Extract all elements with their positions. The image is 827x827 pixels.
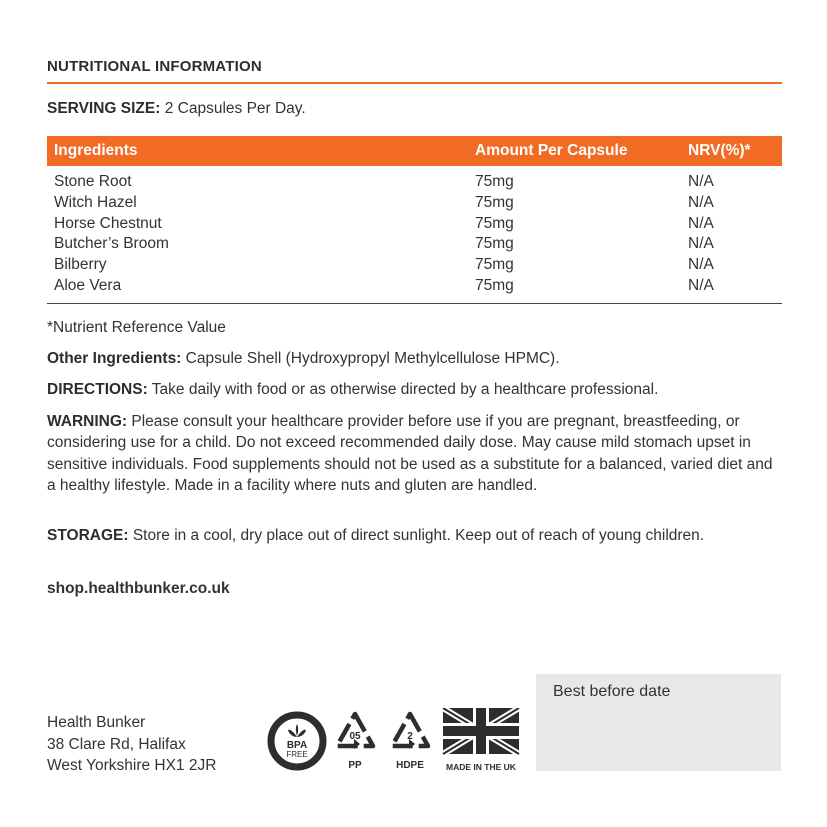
section-title: NUTRITIONAL INFORMATION — [47, 58, 262, 75]
ingredient-amount: 75mg — [475, 193, 514, 211]
table-row — [47, 172, 782, 193]
table-header — [47, 136, 782, 166]
ingredient-name: Aloe Vera — [54, 276, 122, 294]
best-before-box — [536, 674, 781, 771]
directions-text: Take daily with food or as otherwise directed by a healthcare professional. — [147, 381, 659, 398]
svg-text:2: 2 — [407, 731, 413, 742]
ingredient-nrv: N/A — [688, 173, 714, 190]
table-row — [47, 214, 782, 235]
ingredient-name: Stone Root — [54, 173, 132, 190]
other-ingredients-label: Other Ingredients: — [47, 350, 182, 367]
website-link[interactable]: shop.healthbunker.co.uk — [47, 580, 230, 597]
bpa-free-icon — [266, 710, 328, 772]
svg-text:05: 05 — [349, 731, 361, 742]
storage-label: STORAGE: — [47, 527, 129, 544]
ingredient-nrv: N/A — [688, 193, 714, 211]
address-line-2: 38 Clare Rd, Halifax — [47, 735, 186, 753]
table-row — [47, 276, 782, 297]
recycle-hdpe-icon — [384, 708, 436, 774]
serving-size-label: SERVING SIZE: — [47, 100, 161, 117]
ingredient-amount: 75mg — [475, 173, 514, 190]
ingredient-nrv: N/A — [688, 214, 714, 232]
ingredient-name: Bilberry — [54, 256, 107, 274]
made-in-uk-icon — [440, 708, 522, 774]
ingredient-name: Horse Chestnut — [54, 214, 162, 232]
address-line-3: West Yorkshire HX1 2JR — [47, 757, 217, 774]
ingredient-nrv: N/A — [688, 256, 714, 274]
svg-text:HDPE: HDPE — [396, 760, 424, 771]
svg-text:MADE IN THE UK: MADE IN THE UK — [446, 762, 516, 772]
ingredient-name: Witch Hazel — [54, 193, 137, 211]
nrv-footnote: *Nutrient Reference Value — [47, 319, 226, 336]
column-header-ingredients: Ingredients — [54, 142, 138, 159]
column-header-amount: Amount Per Capsule — [475, 142, 628, 159]
warning — [47, 411, 782, 496]
svg-text:FREE: FREE — [286, 750, 308, 759]
ingredient-amount: 75mg — [475, 256, 514, 274]
directions — [47, 379, 787, 400]
storage-text: Store in a cool, dry place out of direct sunlight. Keep out of reach of young children. — [128, 527, 705, 544]
title-divider — [47, 82, 782, 84]
ingredient-amount: 75mg — [475, 235, 514, 253]
other-ingredients — [47, 348, 787, 369]
warning-label: WARNING: — [47, 413, 128, 430]
ingredient-nrv: N/A — [688, 276, 714, 294]
warning-text: Please consult your healthcare provider before use if you are pregnant, breastfeeding, or considering use for a child. Do not exceed recommended daily dose. May cause mild stomach upset in sensitive individuals. Food supplements should not be used as a substitute for a balanced, varied diet and a healthy lifestyle. Made in a facility where nuts and gluten are handled. — [47, 413, 773, 494]
directions-label: DIRECTIONS: — [47, 381, 148, 398]
table-row — [47, 255, 782, 276]
serving-size-value: 2 Capsules Per Day. — [160, 100, 306, 117]
recycle-pp-icon — [330, 708, 380, 774]
column-header-nrv: NRV(%)* — [688, 142, 751, 159]
address-line-1: Health Bunker — [47, 714, 146, 731]
ingredient-name: Butcher’s Broom — [54, 235, 169, 253]
ingredients-table — [47, 136, 782, 304]
best-before-label: Best before date — [553, 683, 671, 700]
table-body — [47, 166, 782, 304]
table-row — [47, 234, 782, 255]
ingredient-amount: 75mg — [475, 214, 514, 232]
company-address — [47, 712, 216, 777]
storage — [47, 525, 747, 546]
svg-text:PP: PP — [348, 760, 362, 771]
ingredient-nrv: N/A — [688, 235, 714, 253]
table-row — [47, 193, 782, 214]
other-ingredients-text: Capsule Shell (Hydroxypropyl Methylcellulose HPMC). — [181, 350, 560, 367]
serving-size — [47, 100, 306, 118]
svg-text:BPA: BPA — [286, 740, 308, 751]
ingredient-amount: 75mg — [475, 276, 514, 294]
